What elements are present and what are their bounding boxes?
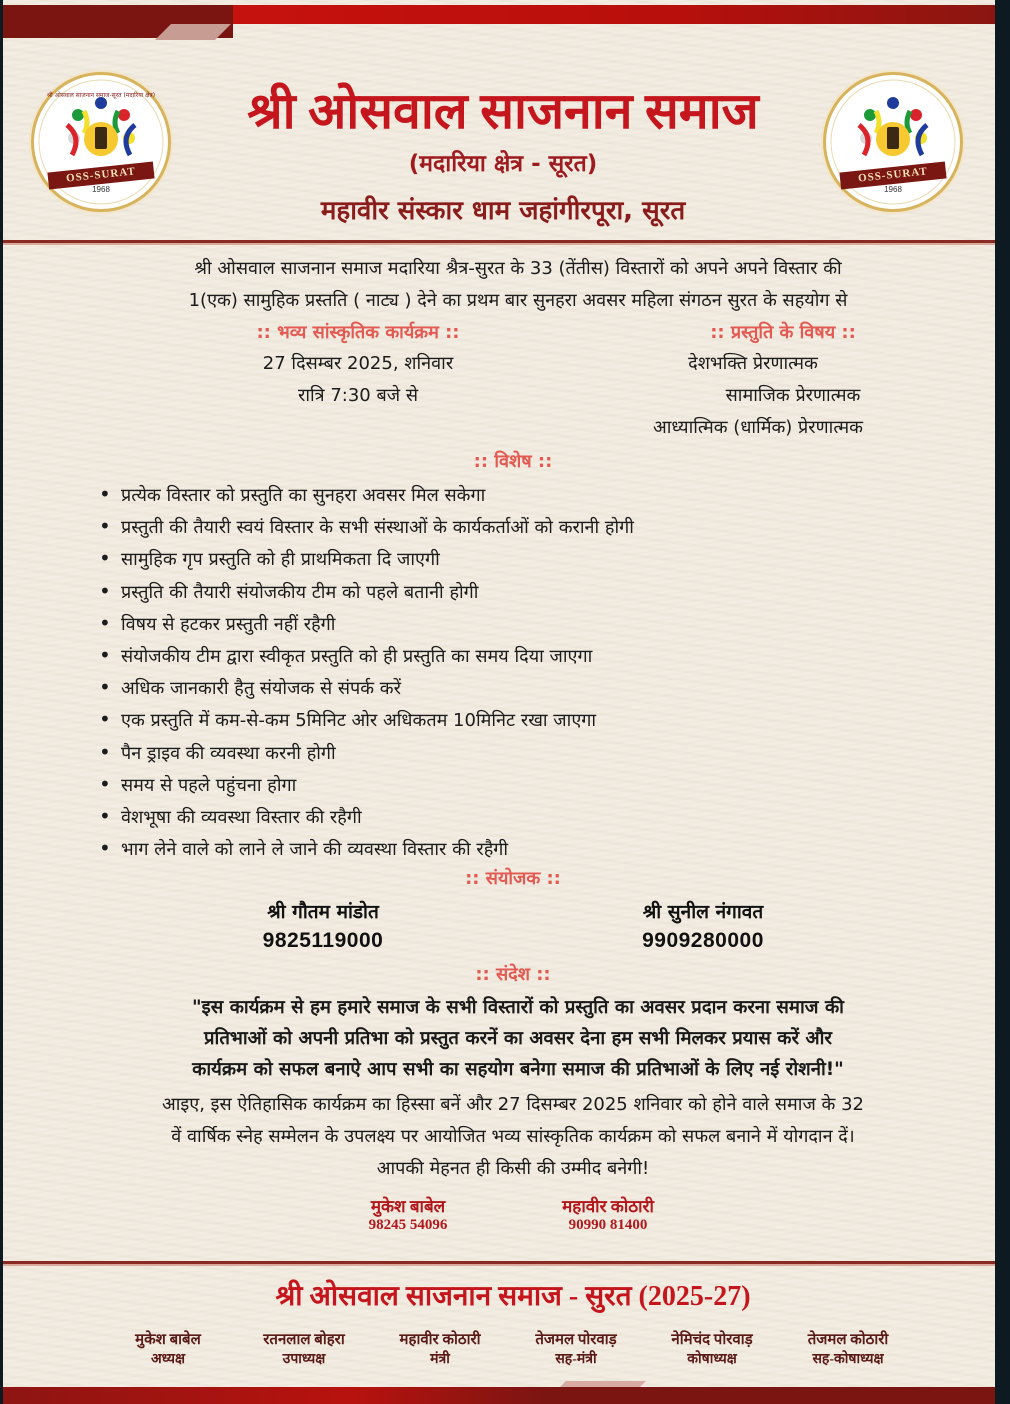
signatory-name: मुकेश बाबेल (370, 1197, 446, 1216)
signatory (333, 1194, 483, 1234)
officer (239, 1330, 369, 1370)
region-subtitle: (मदारिया क्षेत्र - सूरत) (408, 151, 598, 177)
signatory-phone: 90990 81400 (568, 1217, 648, 1233)
topics-heading: :: प्रस्तुति के विषय :: (710, 322, 856, 343)
quote-line: कार्यक्रम को सफल बनाऐ आप सभी का सहयोग बनेगा समाज की प्रतिभाओं के लिए नई रोशनी!" (192, 1059, 844, 1080)
list-item: • समय से पहले पहुंचना होगा (99, 768, 634, 800)
list-item: • प्रस्तुति की तैयारी संयोजकीय टीम को पहले बतानी होगी (99, 575, 634, 607)
event-heading: :: भव्य सांस्कृतिक कार्यक्रम :: (256, 322, 460, 343)
signatory-name: महावीर कोठारी (562, 1197, 654, 1216)
footer-title: श्री ओसवाल साजनान समाज - सुरत (2025-27) (275, 1281, 751, 1312)
list-item: • पैन ड्राइव की व्यवस्था करनी होगी (99, 736, 634, 768)
message-quote (83, 992, 953, 1085)
signatory-phone: 98245 54096 (368, 1217, 448, 1233)
closing-line: वें वार्षिक स्नेह सम्मेलन के उपलक्ष्य पर आयोजित भव्य सांस्कृतिक कार्यक्रम को सफल बनाने में योगदान दें। (171, 1126, 855, 1147)
organization-title: श्री ओसवाल साजनान समाज (247, 83, 759, 139)
quote-line: "इस कार्यक्रम से हम हमारे समाज के सभी विस्तारों को प्रस्तुति का अवसर प्रदान करना समाज की (192, 997, 844, 1018)
officer (647, 1330, 777, 1370)
officer-role: अध्यक्ष (150, 1352, 186, 1367)
topic-item: देशभक्ति प्रेरणात्मक (688, 353, 818, 374)
list-item: • अधिक जानकारी हैतु संयोजक से संपर्क करें (99, 671, 634, 703)
event-time: रात्रि 7:30 बजे से (297, 385, 418, 406)
officer-role: सह-कोषाध्यक्ष (812, 1352, 884, 1367)
venue-line: महावीर संस्कार धाम जहांगीरपूरा, सूरत (320, 196, 686, 226)
officer-name: महावीर कोठारी (399, 1332, 481, 1348)
officer-role: सह-मंत्री (555, 1352, 597, 1367)
event-date: 27 दिसम्बर 2025, शनिवार (262, 353, 454, 374)
list-item: • प्रस्तुती की तैयारी स्वयं विस्तार के सभी संस्थाओं के कार्यकर्ताओं को करानी होगी (99, 510, 634, 542)
coordinator-phone: 9909280000 (642, 929, 764, 952)
bottom-decorative-band (3, 1387, 995, 1404)
coordinator-name: श्री सुनील नंगावत (642, 901, 764, 923)
list-item: • सामुहिक गृप प्रस्तुति को ही प्राथमिकता दि जाएगी (99, 542, 634, 574)
officer-role: कोषाध्यक्ष (687, 1352, 737, 1367)
list-item: • विषय से हटकर प्रस्तुती नहीं रहैगी (99, 607, 634, 639)
officer (103, 1330, 233, 1370)
officer (375, 1330, 505, 1370)
society-logo-left (31, 72, 171, 212)
officers-row (103, 1330, 913, 1370)
coordinator-name: श्री गौतम मांडोत (267, 901, 379, 923)
officer-name: तेजमल पोरवाड़ (535, 1332, 617, 1348)
intro-line: श्री ओसवाल साजनान समाज मदारिया श्रैत्र-सुरत के 33 (तेंतीस) विस्तारों को अपने अपने विस्तार की (194, 258, 842, 279)
officer-name: तेजमल कोठारी (807, 1332, 889, 1348)
list-item: • प्रत्येक विस्तार को प्रस्तुति का सुनहरा अवसर मिल सकेगा (99, 478, 634, 510)
special-heading: :: विशेष :: (473, 451, 553, 472)
top-decorative-band (3, 5, 995, 38)
list-item: • एक प्रस्तुति में कम-से-कम 5मिनिट ओर अधिकतम 10मिनिट रखा जाएगा (99, 703, 634, 735)
topic-item: आध्यात्मिक (धार्मिक) प्रेरणात्मक (653, 417, 863, 438)
closing-line: आपकी मेहनत ही किसी की उम्मीद बनेगी! (376, 1158, 650, 1179)
officer (783, 1330, 913, 1370)
logo-ribbon: OSS-SURAT (839, 162, 946, 190)
officer-name: नेमिचंद पोरवाड़ (671, 1332, 753, 1348)
special-list (99, 478, 634, 864)
list-item: • भाग लेने वाले को लाने ले जाने की व्यवस्था विस्तार की रहैगी (99, 832, 634, 864)
officer-role: उपाध्यक्ष (282, 1352, 326, 1367)
logo-year: 1968 (92, 185, 110, 194)
intro-line: 1(एक) सामुहिक प्रस्तति ( नाट्य ) देने का प्रथम बार सुनहरा अवसर महिला संगठन सुरत के सहयोग से (188, 290, 848, 311)
event-poster (3, 0, 995, 1404)
svg-text:श्री ओसवाल साजनान समाज-सूरत (म: श्री ओसवाल साजनान समाज-सूरत (मदारिया क्षेत्र) (46, 92, 156, 99)
logo-ribbon: OSS-SURAT (47, 162, 154, 190)
topic-item: सामाजिक प्रेरणात्मक (725, 385, 861, 406)
header-divider (3, 240, 995, 243)
society-logo-right (823, 72, 963, 212)
logo-year: 1968 (884, 185, 902, 194)
intro-paragraph (83, 253, 953, 317)
quote-line: प्रतिभाओं को अपनी प्रतिभा को प्रस्तुत करनें का अवसर देना हम सभी मिलकर प्रयास करें और (204, 1028, 832, 1049)
closing-line: आइए, इस ऐतिहासिक कार्यक्रम का हिस्सा बनें और 27 दिसम्बर 2025 शनिवार को होने वाले समाज के 32 (162, 1094, 864, 1115)
officer (511, 1330, 641, 1370)
officer-name: मुकेश बाबेल (135, 1332, 201, 1348)
officer-role: मंत्री (430, 1352, 450, 1367)
list-item: • वेशभूषा की व्यवस्था विस्तार की रहैगी (99, 800, 634, 832)
footer-divider (3, 1261, 995, 1264)
coordinator-phone: 9825119000 (262, 929, 384, 952)
signatory (523, 1194, 693, 1234)
message-heading: :: संदेश :: (475, 964, 551, 985)
closing-paragraph (73, 1089, 953, 1185)
list-item: • संयोजकीय टीम द्वारा स्वीकृत प्रस्तुति को ही प्रस्तुति का समय दिया जाएगा (99, 639, 634, 671)
coordinators-heading: :: संयोजक :: (465, 868, 561, 889)
officer-name: रतनलाल बोहरा (263, 1332, 345, 1348)
